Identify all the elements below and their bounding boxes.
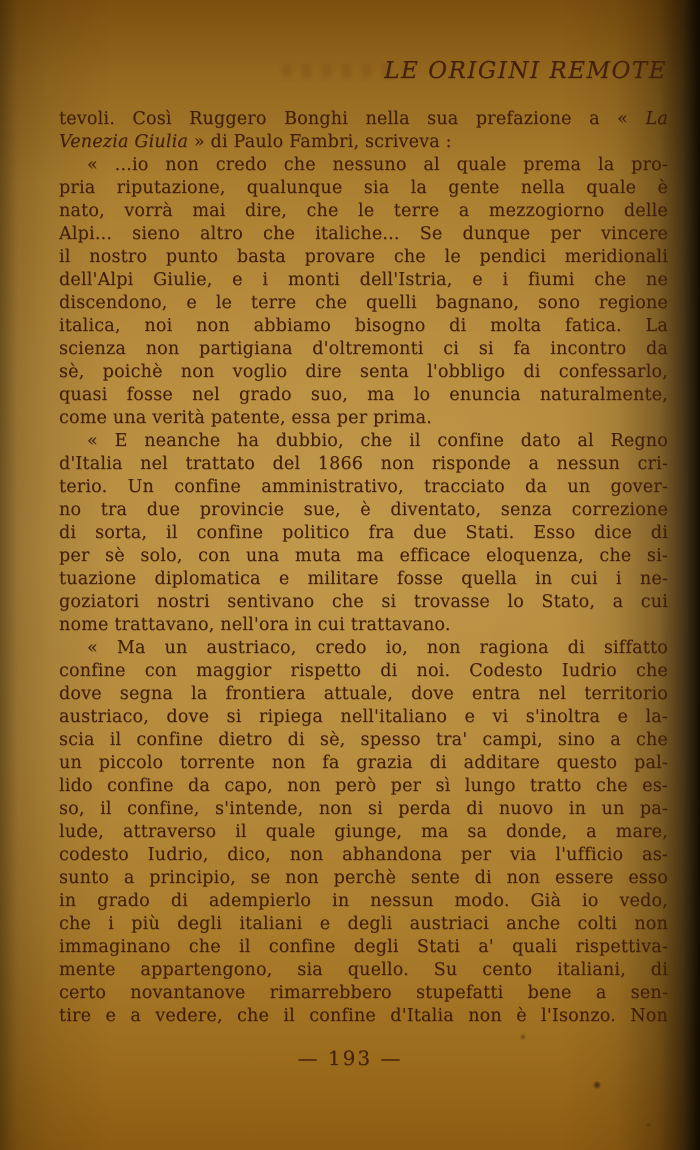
text-line: « E neanche ha dubbio, che il confine dato al Regno [87, 431, 668, 451]
text-line: come una verità patente, essa per prima. [59, 408, 432, 428]
text-line: tuazione diplomatica e militare fosse quella in cui i ne- [59, 569, 668, 589]
text-line: « ...io non credo che nessuno al quale prema la pro- [87, 155, 668, 175]
text-line: in grado di adempierlo in nessun modo. Già io vedo, [59, 891, 668, 911]
text-line: discendono, e le terre che quelli bagnano, sono regione [59, 293, 668, 313]
text-line: di sorta, il confine politico fra due Stati. Esso dice di [59, 523, 668, 543]
text-line: dove segna la frontiera attuale, dove entra nel territorio [59, 684, 668, 704]
text-line: lude, attraverso il quale giunge, ma sa donde, a mare, [59, 822, 668, 842]
text-line: dell'Alpi Giulie, e i monti dell'Istria, e i fiumi che ne [59, 270, 668, 290]
text-line: pria riputazione, qualunque sia la gente nella quale è [59, 178, 668, 198]
text-line: Alpi... sieno altro che italiche... Se dunque per vincere [59, 224, 668, 244]
text-line: scienza non partigiana d'oltremonti ci si fa incontro da [59, 339, 668, 359]
text-line: mente appartengono, sia quello. Su cento italiani, di [59, 960, 668, 980]
text-line: che i più degli italiani e degli austriaci anche colti non [59, 914, 668, 934]
text-line: codesto Iudrio, dico, non abhandona per via l'ufficio as- [59, 845, 668, 865]
ink-speck [593, 1080, 601, 1090]
ink-speck [646, 1122, 651, 1128]
text-line: certo novantanove rimarrebbero stupefatti bene a sen- [59, 983, 668, 1003]
text-line: sunto a principio, se non perchè sente di non essere esso [59, 868, 668, 888]
text-line: Venezia Giulia » di Paulo Fambri, scriveva : [59, 132, 452, 152]
body-text [59, 108, 668, 1028]
text-line: scia il confine dietro di sè, spesso tra' campi, sino a che [59, 730, 668, 750]
text-line: tire e a vedere, che il confine d'Italia non è l'Isonzo. Non [59, 1006, 668, 1026]
ink-speck [519, 1032, 528, 1042]
page-number: — 193 — [297, 1046, 403, 1070]
text-line: terio. Un confine amministrativo, tracciato da un gover- [59, 477, 668, 497]
text-line: nome trattavano, nell'ora in cui trattavano. [59, 615, 451, 635]
text-line: « Ma un austriaco, credo io, non ragiona di siffatto [87, 638, 668, 658]
text-line: lido confine da capo, non però per sì lungo tratto che es- [59, 776, 668, 796]
text-line: goziatori nostri sentivano che si trovasse lo Stato, a cui [59, 592, 668, 612]
text-line: immaginano che il confine degli Stati a' quali rispettiva- [59, 937, 668, 957]
text-line: sè, poichè non voglio dire senta l'obbligo di confessarlo, [59, 362, 668, 382]
text-line: confine con maggior rispetto di noi. Codesto Iudrio che [59, 661, 668, 681]
text-line: tevoli. Così Ruggero Bonghi nella sua prefazione a « La [59, 109, 668, 129]
text-line: so, il confine, s'intende, non si perda di nuovo in un pa- [59, 799, 668, 819]
text-line: il nostro punto basta provare che le pendici meridionali [59, 247, 668, 267]
text-line: d'Italia nel trattato del 1866 non risponde a nessun cri- [59, 454, 668, 474]
text-line: un piccolo torrente non fa grazia di additare questo pal- [59, 753, 668, 773]
text-line: italica, noi non abbiamo bisogno di molta fatica. La [59, 316, 668, 336]
text-line: no tra due provincie sue, è diventato, senza correzione [59, 500, 668, 520]
text-line: quasi fosse nel grado suo, ma lo enuncia naturalmente, [59, 385, 668, 405]
text-line: per sè solo, con una muta ma efficace eloquenza, che si- [59, 546, 668, 566]
text-line: austriaco, dove si ripiega nell'italiano e vi s'inoltra e la- [59, 707, 668, 727]
running-header: LE ORIGINI REMOTE [384, 58, 667, 84]
text-line: nato, vorrà mai dire, che le terre a mezzogiorno delle [59, 201, 668, 221]
